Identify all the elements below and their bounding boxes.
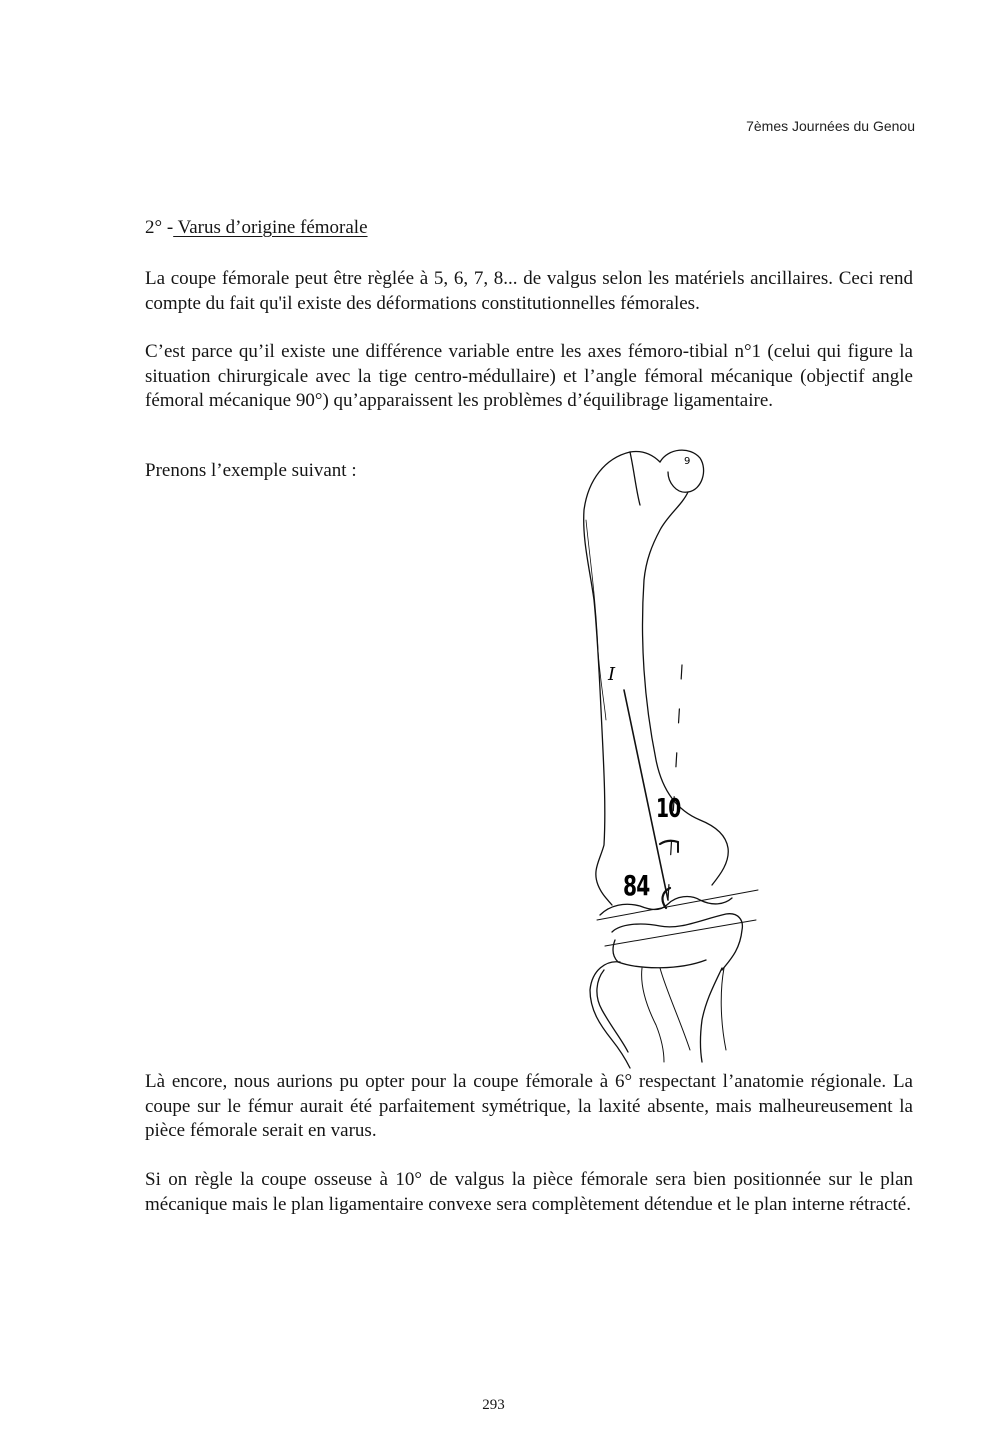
paragraph-1: La coupe fémorale peut être règlée à 5, 6, 7, 8... de valgus selon les matériels ancillaires. Ceci rend compte du fait qu'il existe des déformations constitutionnelles fémorales. [145, 268, 913, 314]
page-number: 293 [482, 1397, 505, 1413]
anatomical-axis [668, 665, 682, 900]
figure-label-angle-84: 84 [623, 869, 650, 902]
femur-inner-line [586, 520, 606, 720]
femur-outline-right [643, 492, 729, 885]
tibia-right-outline [701, 968, 723, 1062]
paragraph-3: Prenons l’exemple suivant : [145, 460, 357, 481]
femoral-head [630, 452, 640, 505]
section-number: 2° - [145, 217, 174, 238]
tibial-cut-line [605, 920, 756, 946]
femoral-neck [630, 451, 660, 462]
tibia-inner-1 [660, 968, 690, 1050]
angle-arc-top [660, 841, 678, 844]
femur-outline-left [584, 452, 630, 905]
running-header: 7èmes Journées du Genou [746, 118, 915, 134]
tibia-inner-2 [642, 968, 664, 1062]
figure-label-head: 9 [684, 456, 690, 467]
section-heading [145, 216, 368, 240]
femoral-head-ball [660, 450, 704, 492]
tibia-left-outline [590, 962, 630, 1068]
section-title: Varus d’origine fémorale [173, 217, 368, 238]
femoral-condyles [600, 897, 732, 915]
figure-label-angle-10: 10 [656, 794, 681, 824]
figure-label-axis: I [608, 664, 615, 685]
tibial-plateau-lower [613, 940, 706, 968]
paragraph-4: Là encore, nous aurions pu opter pour la coupe fémorale à 6° respectant l’anatomie régionale. La coupe sur le fémur aurait été parfaitement symétrique, la laxité absente, mais malheureusement la pièce fémorale serait en varus. [145, 1071, 913, 1141]
knee-diagram [575, 438, 775, 1078]
paragraph-5: Si on règle la coupe osseuse à 10° de valgus la pièce fémorale sera bien positionnée sur le plan mécanique mais le plan ligamentaire convexe sera complètement détendue et le plan interne rétracté. [145, 1169, 913, 1215]
paragraph-2: C’est parce qu’il existe une différence variable entre les axes fémoro-tibial n°1 (celui qui figure la situation chirurgicale avec la tige centro-médullaire) et l’angle fémoral mécanique (objectif angle fémoral mécanique 90°) qu’apparaissent les problèmes d’équilibrage ligamentaire. [145, 341, 913, 411]
tibia-inner-3 [721, 968, 726, 1050]
